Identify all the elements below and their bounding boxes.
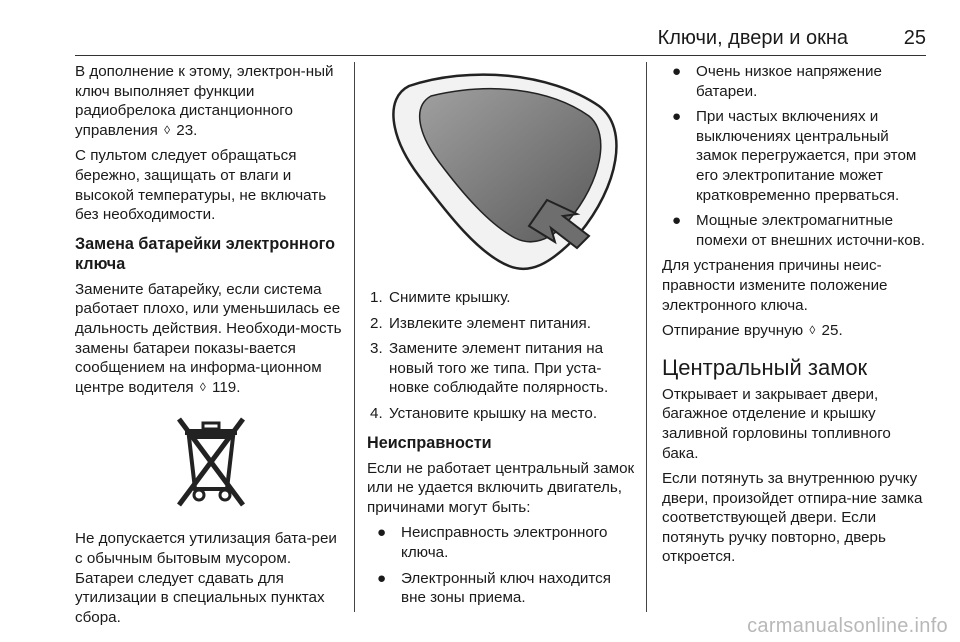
battery-heading: Замена батарейки электронного ключа: [75, 234, 335, 273]
step-text: Установите крышку на место.: [389, 404, 598, 422]
battery-paragraph: [75, 280, 343, 398]
bullet-text: Очень низкое напряжение батареи.: [696, 63, 882, 100]
causes-list: [367, 523, 635, 607]
bullet-icon: ●: [377, 569, 387, 587]
weee-recycle-icon: [175, 415, 247, 511]
bullet-text: Мощные электромагнитные помехи от внешних источни-ков.: [696, 212, 925, 249]
step-text: Извлеките элемент питания.: [389, 314, 591, 332]
steps-list: [367, 288, 635, 424]
bullet-icon: ●: [377, 524, 387, 542]
page-header: [0, 0, 960, 60]
list-item: [662, 107, 930, 205]
care-paragraph: С пультом следует обращаться бережно, защищать от влаги и высокой температуры, не включать без необходимости.: [75, 147, 327, 224]
manual-unlock-paragraph: [662, 321, 930, 341]
page-ref-link[interactable]: 25.: [821, 322, 843, 340]
bullet-text: Электронный ключ находится вне зоны приема.: [401, 569, 611, 607]
list-item: [367, 523, 635, 562]
malfunctions-heading: Неисправности: [367, 433, 492, 452]
malfunctions-paragraph: Если не работает центральный замок или не удается включить двигатель, причинами могут быть:: [367, 459, 635, 516]
watermark-text: carmanualsonline.info: [747, 615, 948, 637]
central-lock-paragraph: Открывает и закрывает двери, багажное отделение и крышку заливной горловины топливного бака.: [662, 385, 891, 462]
column-1: [75, 62, 343, 633]
list-item: [367, 404, 635, 424]
battery-text: Замените батарейку, если система работает плохо, или уменьшилась ее дальность действия. Необходи-мость замены батареи показы-вается сообщением на информа-ционном центре водителя: [75, 280, 342, 396]
section-title: Ключи, двери и окна: [657, 27, 848, 49]
list-item: [662, 211, 930, 250]
list-item: [662, 62, 930, 101]
column-2: [367, 62, 635, 614]
column-3: [662, 62, 930, 573]
page-ref-link[interactable]: 23.: [176, 121, 198, 139]
step-text: Замените элемент питания на новый того же типа. При уста-новке соблюдайте полярность.: [389, 340, 609, 397]
key-fob-illustration: [379, 66, 631, 278]
intro-paragraph: [75, 62, 343, 140]
bullet-text: При частых включениях и выключениях центральный замок перегружается, при этом его электропитание может кратковременно прерваться.: [696, 108, 917, 204]
column-divider: [354, 62, 355, 612]
step-text: Снимите крышку.: [389, 289, 511, 306]
bullet-text: Неисправность электронного ключа.: [401, 524, 608, 561]
bullet-icon: ●: [672, 212, 682, 230]
page-ref-link[interactable]: 119.: [212, 378, 241, 396]
list-item: [367, 288, 635, 308]
list-item: [367, 569, 635, 608]
bullet-icon: ●: [672, 108, 682, 126]
step-number: 1.: [370, 289, 383, 306]
door-handle-paragraph: Если потянуть за внутреннюю ручку двери, произойдет отпира-ние замка соответствующей двери. Если потянуть ручку повторно, дверь откроется.: [662, 470, 923, 566]
column-divider: [646, 62, 647, 612]
disposal-paragraph: Не допускается утилизация бата-реи с обычным бытовым мусором. Батареи следует сдавать для утилизации в специальных пунктах сбора.: [75, 530, 337, 626]
step-number: 3.: [370, 340, 383, 358]
step-number: 2.: [370, 314, 383, 332]
fix-paragraph: Для устранения причины неис-правности измените положение электронного ключа.: [662, 257, 888, 314]
step-number: 4.: [370, 404, 383, 422]
bullet-icon: ●: [672, 63, 682, 80]
list-item: [367, 339, 635, 398]
page-ref-icon: ◊: [164, 122, 171, 137]
page-ref-icon: ◊: [199, 379, 206, 394]
central-lock-heading: Центральный замок: [662, 354, 868, 380]
page-ref-icon: ◊: [809, 323, 816, 338]
list-item: [367, 314, 635, 334]
causes-list-cont: [662, 62, 930, 250]
intro-text: В дополнение к этому, электрон-ный ключ выполняет функции радиобрелока дистанционного управления: [75, 63, 334, 139]
header-rule: [75, 55, 926, 56]
manual-unlock-text: Отпирание вручную: [662, 322, 804, 340]
page-number: 25: [903, 27, 926, 49]
